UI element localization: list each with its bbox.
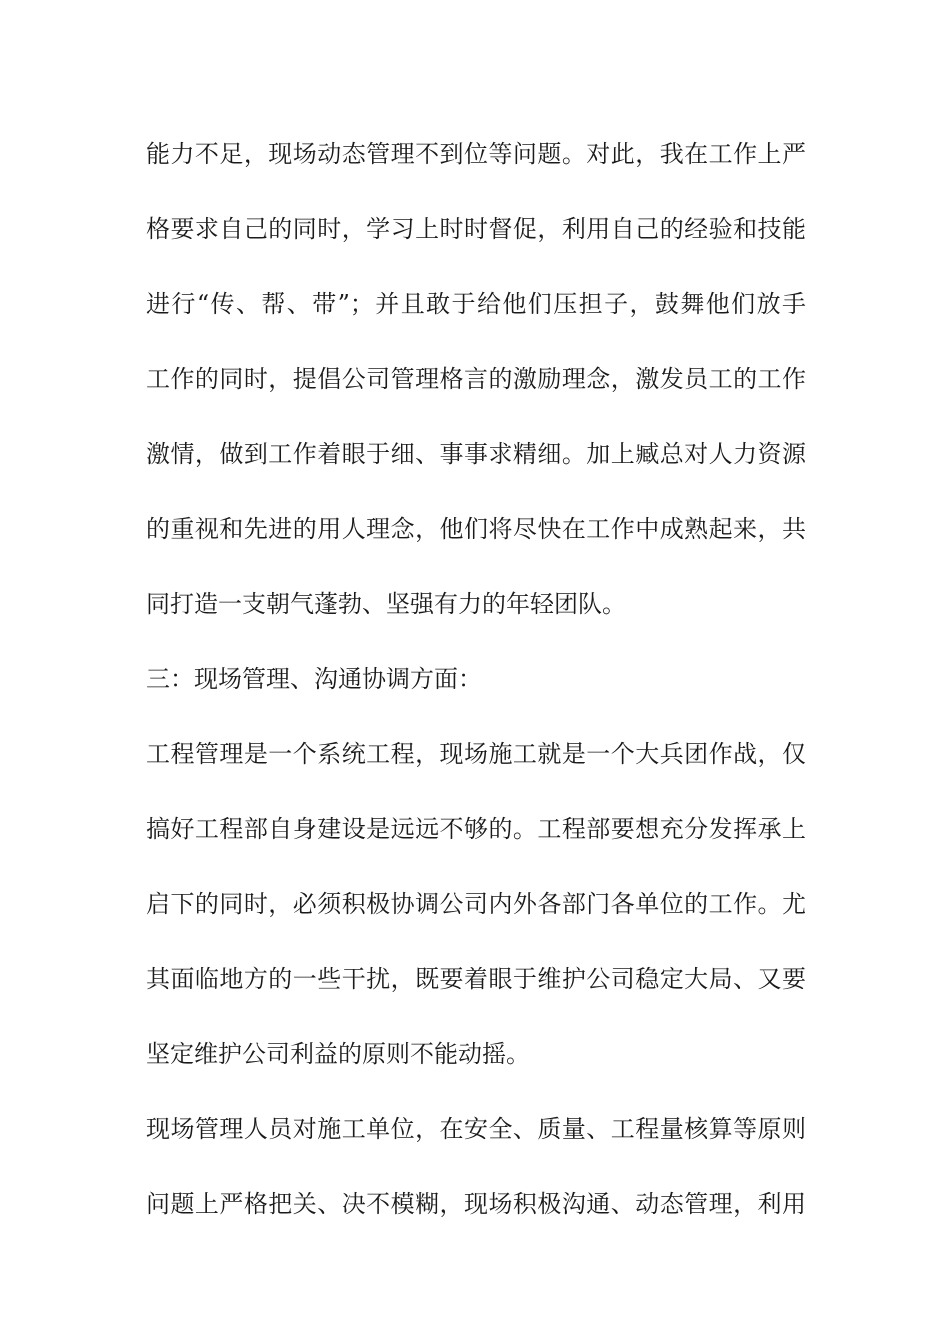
text-line: 的重视和先进的用人理念，他们将尽快在工作中成熟起来，共	[146, 515, 806, 543]
text-line: 工程管理是一个系统工程，现场施工就是一个大兵团作战，仅	[146, 740, 806, 768]
text-line: 搞好工程部自身建设是远远不够的。工程部要想充分发挥承上	[146, 815, 806, 843]
section-heading: 三：现场管理、沟通协调方面：	[146, 665, 482, 693]
text-line: 坚定维护公司利益的原则不能动摇。	[146, 1040, 530, 1068]
text-line: 进行“传、帮、带”；并且敢于给他们压担子，鼓舞他们放手	[146, 290, 806, 318]
text-line: 能力不足，现场动态管理不到位等问题。对此，我在工作上严	[146, 140, 806, 168]
text-line: 现场管理人员对施工单位，在安全、质量、工程量核算等原则	[146, 1115, 806, 1143]
text-line: 启下的同时，必须积极协调公司内外各部门各单位的工作。尤	[146, 890, 806, 918]
text-line: 格要求自己的同时，学习上时时督促，利用自己的经验和技能	[146, 215, 806, 243]
text-line: 其面临地方的一些干扰，既要着眼于维护公司稳定大局、又要	[146, 965, 806, 993]
text-line: 同打造一支朝气蓬勃、坚强有力的年轻团队。	[146, 590, 626, 618]
text-line: 激情，做到工作着眼于细、事事求精细。加上臧总对人力资源	[146, 440, 806, 468]
text-line: 工作的同时，提倡公司管理格言的激励理念，激发员工的工作	[146, 365, 806, 393]
body-text	[146, 130, 806, 1255]
text-line: 问题上严格把关、决不模糊，现场积极沟通、动态管理，利用	[146, 1190, 806, 1218]
